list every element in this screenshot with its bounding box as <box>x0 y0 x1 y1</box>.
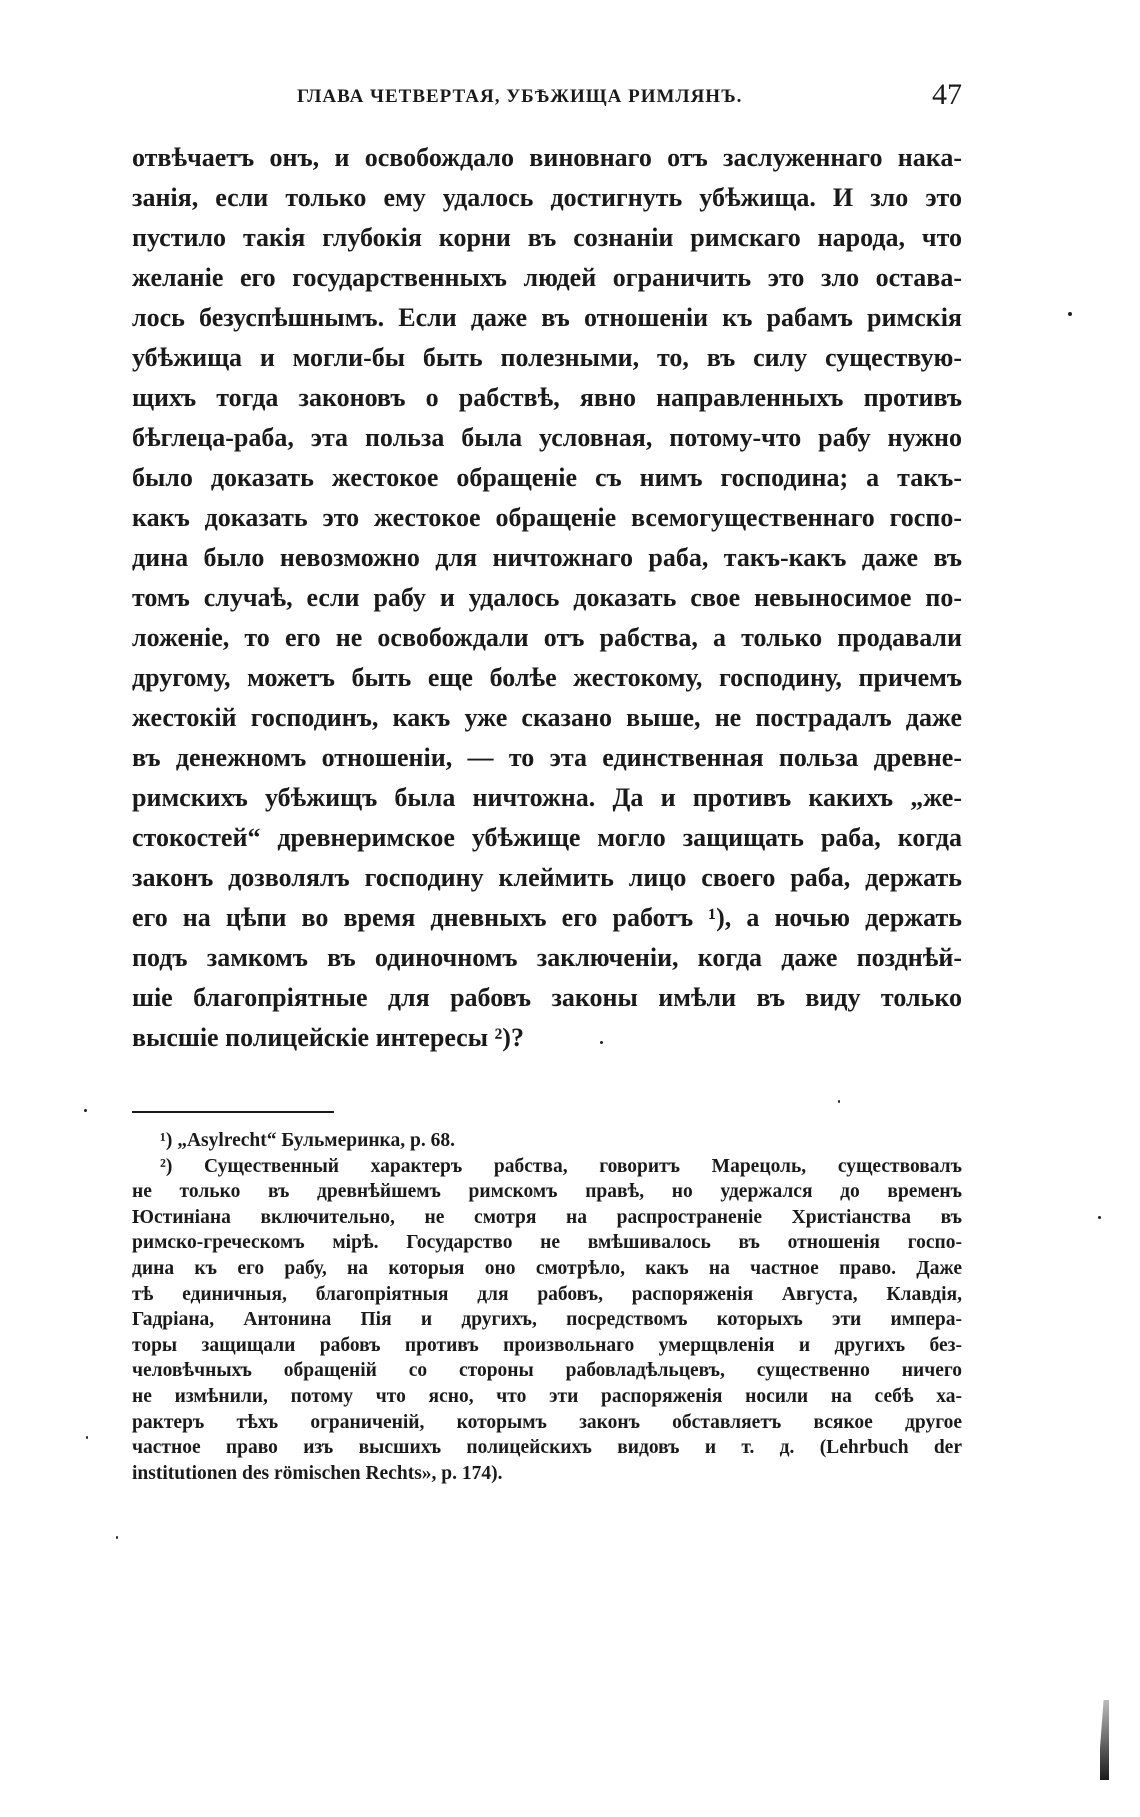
footnote-line: не измѣнили, потому что ясно, что эти распоряженія носили на себѣ ха- <box>132 1385 962 1407</box>
footnote-line: римско-греческомъ мірѣ. Государство не вмѣшивалось въ отношенія госпо- <box>132 1232 962 1254</box>
text-line: подъ замкомъ въ одиночномъ заключеніи, когда даже позднѣй- <box>132 943 962 972</box>
page-number: 47 <box>932 78 962 111</box>
scan-speck <box>1098 1216 1101 1219</box>
text-line: шіе благопріятные для рабовъ законы имѣли въ виду только <box>132 983 962 1012</box>
scan-speck <box>600 1041 603 1044</box>
text-line: другому, можетъ быть еще болѣе жестокому, господину, причемъ <box>132 663 962 692</box>
text-line: томъ случаѣ, если рабу и удалось доказать свое невыносимое по- <box>132 583 962 612</box>
main-text <box>132 138 962 1058</box>
text-line: въ денежномъ отношеніи, — то эта единственная польза древне- <box>132 743 962 772</box>
footnote-rule <box>132 1111 334 1113</box>
text-line: лось безуспѣшнымъ. Если даже въ отношеніи къ рабамъ римскія <box>132 303 962 332</box>
footnote-line: человѣчныхъ обращеній со стороны рабовладѣльцевъ, существенно ничего <box>132 1360 962 1382</box>
scan-speck <box>838 1100 840 1103</box>
footnote-line: частное право изъ высшихъ полицейскихъ видовъ и т. д. (Lehrbuch der <box>132 1437 962 1459</box>
footnote-line: Юстиніана включительно, не смотря на распространеніе Христіанства въ <box>132 1206 962 1228</box>
text-line: было доказать жестокое обращеніе съ нимъ господина; а такъ- <box>132 463 962 492</box>
text-line: отвѣчаетъ онъ, и освобождало виновнаго отъ заслуженнаго нака- <box>132 143 962 172</box>
footnote-line: ²) Существенный характеръ рабства, говоритъ Марецоль, существовалъ <box>160 1155 962 1177</box>
text-line: занія, если только ему удалось достигнуть убѣжища. И зло это <box>132 183 962 212</box>
scan-speck <box>84 1109 87 1112</box>
text-line: какъ доказать это жестокое обращеніе всемогущественнаго госпо- <box>132 503 962 532</box>
text-line: жестокій господинъ, какъ уже сказано выше, не пострадалъ даже <box>132 703 962 732</box>
text-line: убѣжища и могли-бы быть полезными, то, въ силу существую- <box>132 343 962 372</box>
text-line: пустило такія глубокія корни въ сознаніи римскаго народа, что <box>132 223 962 252</box>
scan-speck <box>116 1536 118 1539</box>
footnote-line: дина къ его рабу, на которыя оно смотрѣло, какъ на частное право. Даже <box>132 1257 962 1279</box>
running-head <box>132 78 962 118</box>
text-line: бѣглеца-раба, эта польза была условная, потому-что рабу нужно <box>132 423 962 452</box>
footnote-line: рактеръ тѣхъ ограниченій, которымъ законъ обставляетъ всякое другое <box>132 1411 962 1433</box>
footnotes <box>132 1128 962 1486</box>
text-line: дина было невозможно для ничтожнаго раба, такъ-какъ даже въ <box>132 543 962 572</box>
footnote-line: institutionen des römischen Rechts», р. 174). <box>132 1462 503 1484</box>
text-line: высшіе полицейскіе интересы ²)? <box>132 1023 524 1052</box>
text-line: законъ дозволялъ господину клеймить лицо своего раба, держать <box>132 863 962 892</box>
text-line: его на цѣпи во время дневныхъ его работъ ¹), а ночью держать <box>132 903 962 932</box>
text-line: ложеніе, то его не освобождали отъ рабства, а только продавали <box>132 623 962 652</box>
text-line: стокостей“ древнеримское убѣжище могло защищать раба, когда <box>132 823 962 852</box>
footnote-line: не только въ древнѣйшемъ римскомъ правѣ, но удержался до временъ <box>132 1181 962 1203</box>
scan-edge-mark <box>1100 1700 1109 1780</box>
text-line: римскихъ убѣжищъ была ничтожна. Да и противъ какихъ „же- <box>132 783 962 812</box>
footnote-line: ¹) „Asylrecht“ Бульмеринка, р. 68. <box>160 1130 455 1151</box>
footnote-line: тѣ единичныя, благопріятныя для рабовъ, распоряженія Августа, Клавдія, <box>132 1283 962 1305</box>
footnote-line: торы защищали рабовъ противъ произвольнаго умерщвленія и другихъ без- <box>132 1334 962 1356</box>
text-line: желаніе его государственныхъ людей ограничить это зло остава- <box>132 263 962 292</box>
footnote-line: Гадріана, Антонина Пія и другихъ, посредствомъ которыхъ эти импера- <box>132 1309 962 1331</box>
running-title: ГЛАВА ЧЕТВЕРТАЯ, УБѢЖИЩА РИМЛЯНЪ. <box>297 86 743 107</box>
text-line: щихъ тогда законовъ о рабствѣ, явно направленныхъ противъ <box>132 383 962 412</box>
scan-speck <box>86 1436 88 1439</box>
scan-speck <box>1068 312 1072 316</box>
